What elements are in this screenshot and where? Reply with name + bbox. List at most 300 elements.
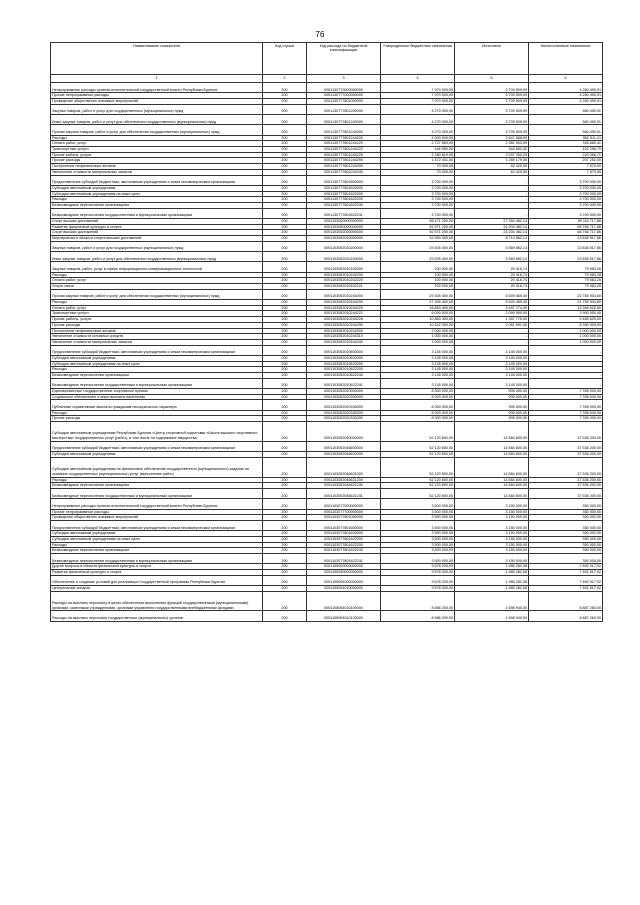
row-executed: 14 584 600,00 (455, 483, 529, 489)
row-expense-code: 0001130777801622200 (307, 197, 381, 203)
row-expense-code: 0001103052010200000 (307, 241, 381, 251)
row-remaining: 23 835 517,86 (529, 241, 603, 251)
row-remaining: 102 296,70 (529, 147, 603, 153)
row-remaining: 7 395 000,00 (529, 410, 603, 416)
row-executed: 905 000,00 (455, 400, 529, 410)
row-line-code: 200 (263, 452, 307, 458)
row-name: Безвозмездные перечисления государственным и муниципальным организациям (51, 208, 263, 218)
row-approved: 446 950,00 (381, 147, 455, 153)
row-line-code: 200 (263, 542, 307, 548)
table-row (51, 611, 603, 621)
row-remaining: 4 260 490,91 (529, 93, 603, 99)
row-remaining: - (529, 355, 603, 361)
row-executed: 2 381 903,59 (455, 141, 529, 147)
row-name: Прочие работы, услуги (51, 152, 263, 158)
row-approved: 52 120 800,00 (381, 457, 455, 477)
row-expense-code: 0001103052010242000 (307, 262, 381, 272)
row-remaining: 7 692 917,92 (529, 570, 603, 576)
row-remaining: 560 490,91 (529, 104, 603, 114)
row-line-code: 200 (263, 230, 307, 236)
row-executed: 3 145 000,00 (455, 367, 529, 373)
table-row (51, 515, 603, 521)
row-approved: 8 586 200,00 (381, 611, 455, 621)
row-line-code: 200 (263, 488, 307, 498)
row-line-code: 200 (263, 328, 307, 334)
row-line-code: 200 (263, 570, 307, 576)
row-expense-code: 0001130777801240000 (307, 115, 381, 125)
row-name: Непрограммные расходы органов исполнительной государственной власти Республики Бурятия (51, 83, 263, 93)
row-approved: 7 970 000,00 (381, 83, 455, 93)
row-approved: 8 586 200,00 (381, 591, 455, 611)
row-line-code: 200 (263, 389, 307, 395)
row-remaining: 350 000,00 (529, 520, 603, 530)
row-name: Расходы (51, 135, 263, 141)
row-approved: 52 120 800,00 (381, 488, 455, 498)
row-name: Прочие непрограммные расходы (51, 93, 263, 99)
row-executed: 3 145 000,00 (455, 355, 529, 361)
row-line-code: 200 (263, 289, 307, 299)
row-approved: 4 270 000,00 (381, 125, 455, 135)
row-remaining: 2 000 000,00 (529, 328, 603, 334)
row-approved: 27 305 400,00 (381, 300, 455, 306)
row-remaining: 350 000,00 (529, 536, 603, 542)
row-executed: 344 653,30 (455, 147, 529, 153)
row-remaining: 3 700 000,00 (529, 185, 603, 191)
table-row (51, 289, 603, 299)
row-name: Иные закупки товаров, работ и услуг для обеспечения государственных (муниципальных) нужд (51, 252, 263, 262)
table-row (51, 457, 603, 477)
row-line-code: 200 (263, 520, 307, 530)
row-expense-code: 0001130777801244290 (307, 158, 381, 164)
row-name: Развитие физической культуры и спорта (51, 224, 263, 230)
row-executed: 5 569 882,14 (455, 252, 529, 262)
row-executed: 14 584 600,00 (455, 452, 529, 458)
row-expense-code: 0001103052010244220 (307, 305, 381, 311)
row-executed: - (455, 191, 529, 197)
row-executed: - (455, 175, 529, 185)
row-executed: 5 549 465,40 (455, 300, 529, 306)
row-executed: - (455, 334, 529, 340)
row-expense-code: 0001103052020330200 (307, 410, 381, 416)
row-expense-code: 0001105054010000000 (307, 586, 381, 592)
row-approved: 3 500 000,00 (381, 536, 455, 542)
row-executed: 24 204 482,14 (455, 230, 529, 236)
row-name: Расходы на выплаты персоналу в целях обеспечения выполнения функций государственными (муниципальными) органами, казенными учреждениями, органами управления государственными внебюджетными фондами (51, 591, 263, 611)
row-name: Закупка товаров, работ и услуг для государственных (муниципальных) нужд (51, 104, 263, 114)
row-expense-code: 0001103052010240000 (307, 252, 381, 262)
row-line-code: 200 (263, 400, 307, 410)
row-remaining: 8 390 309,00 (529, 322, 603, 328)
row-line-code: 200 (263, 272, 307, 278)
row-remaining: 4 260 490,91 (529, 83, 603, 93)
row-approved: 3 700 000,00 (381, 208, 455, 218)
row-executed: - (455, 208, 529, 218)
row-executed: 3 150 000,00 (455, 542, 529, 548)
row-name: Субсидии автономным учреждениям (51, 531, 263, 537)
table-row (51, 115, 603, 125)
table-row (51, 175, 603, 185)
row-remaining: 68 766 717,86 (529, 230, 603, 236)
row-executed: 14 584 600,00 (455, 488, 529, 498)
row-name: Расходы на выплаты персоналу государственных (муниципальных) органов (51, 611, 263, 621)
row-approved: 3 500 000,00 (381, 499, 455, 509)
row-remaining: 23 835 517,86 (529, 252, 603, 262)
row-expense-code: 0001130777000000000 (307, 93, 381, 99)
row-expense-code: 0001103077801600000 (307, 520, 381, 530)
table-row (51, 422, 603, 442)
row-line-code: 200 (263, 158, 307, 164)
row-name: Увеличение стоимости основных средств (51, 334, 263, 340)
row-expense-code: 0001130777801000000 (307, 99, 381, 105)
row-approved: 9 678 200,00 (381, 570, 455, 576)
row-executed: 3 709 509,09 (455, 115, 529, 125)
row-expense-code: 0001103077801622000 (307, 536, 381, 542)
row-approved: 52 120 800,00 (381, 452, 455, 458)
row-executed: 1 698 940,00 (455, 611, 529, 621)
row-expense-code: 0001130777801622240 (307, 202, 381, 208)
row-name: Субсидии автономным учреждениям (51, 355, 263, 361)
row-line-code: 200 (263, 322, 307, 328)
row-approved: 29 305 400,00 (381, 289, 455, 299)
column-number: 4 (381, 75, 455, 83)
row-line-code: 200 (263, 164, 307, 170)
row-executed: 3 145 000,00 (455, 373, 529, 379)
row-name: Субсидии автономным учреждениям на иные цели (51, 536, 263, 542)
row-executed: 3 150 000,00 (455, 554, 529, 564)
row-expense-code: 0001130777801200000 (307, 104, 381, 114)
row-expense-code: 0001103052046621000 (307, 457, 381, 477)
row-remaining: 37 536 200,00 (529, 422, 603, 442)
row-expense-code: 0001103052046621241 (307, 488, 381, 498)
row-name: Прочие непрограммные расходы (51, 509, 263, 515)
row-remaining: 79 583,26 (529, 284, 603, 290)
page-number: 76 (315, 30, 325, 39)
row-executed: 3 709 509,09 (455, 125, 529, 135)
row-expense-code: 0001130777801244200 (307, 135, 381, 141)
row-line-code: 200 (263, 305, 307, 311)
row-expense-code: 0001103052046621240 (307, 483, 381, 489)
row-remaining: 3 900 050,00 (529, 311, 603, 317)
row-line-code: 200 (263, 284, 307, 290)
row-approved: 100 000,00 (381, 262, 455, 272)
row-approved: 3 145 000,00 (381, 355, 455, 361)
row-executed: 3 150 000,00 (455, 515, 529, 521)
row-executed: 62 420,50 (455, 169, 529, 175)
row-line-code: 200 (263, 531, 307, 537)
column-number: 6 (529, 75, 603, 83)
row-approved: 96 471 200,00 (381, 218, 455, 224)
row-remaining: 3 700 000,00 (529, 175, 603, 185)
row-executed: 14 584 600,00 (455, 422, 529, 442)
row-expense-code: 0001130777801244222 (307, 147, 381, 153)
row-remaining: 13 365 625,60 (529, 305, 603, 311)
row-executed: 27 354 482,14 (455, 218, 529, 224)
row-line-code: 200 (263, 441, 307, 451)
row-remaining: 7 692 917,92 (529, 575, 603, 585)
row-line-code: 200 (263, 509, 307, 515)
row-approved: 92 971 200,00 (381, 224, 455, 230)
column-number: 3 (307, 75, 381, 83)
row-executed: 14 584 600,00 (455, 477, 529, 483)
row-remaining: 1 000 000,00 (529, 334, 603, 340)
budget-execution-table (50, 42, 603, 622)
row-remaining: 350 000,00 (529, 548, 603, 554)
row-expense-code: 0001103052020000000 (307, 389, 381, 395)
row-remaining: 9 465 625,00 (529, 317, 603, 323)
row-remaining: 37 536 200,00 (529, 457, 603, 477)
row-executed: 3 150 000,00 (455, 520, 529, 530)
row-remaining: 7 395 000,00 (529, 416, 603, 422)
row-approved: 4 270 000,00 (381, 115, 455, 125)
table-row (51, 378, 603, 388)
table-row (51, 554, 603, 564)
row-name: Публичные нормативные выплаты гражданам несоциального характера (51, 400, 263, 410)
row-approved: 3 500 000,00 (381, 531, 455, 537)
row-expense-code: 0001103052010244290 (307, 322, 381, 328)
row-remaining: 7 395 000,00 (529, 389, 603, 395)
row-expense-code: 0001103052040000000 (307, 422, 381, 442)
row-line-code: 200 (263, 104, 307, 114)
row-executed: 62 420,50 (455, 164, 529, 170)
row-remaining: - (529, 373, 603, 379)
row-approved: 52 120 800,00 (381, 422, 455, 442)
row-expense-code: 0001103052010244300 (307, 328, 381, 334)
row-line-code: 200 (263, 378, 307, 388)
table-row (51, 400, 603, 410)
row-executed: 905 000,00 (455, 416, 529, 422)
row-remaining: 7 395 000,00 (529, 400, 603, 410)
row-executed: 2 051 691,00 (455, 322, 529, 328)
row-line-code: 200 (263, 141, 307, 147)
row-approved: 3 500 000,00 (381, 515, 455, 521)
row-name: Транспортные услуги (51, 147, 263, 153)
row-name: Расходы (51, 300, 263, 306)
row-line-code: 200 (263, 300, 307, 306)
row-remaining: 79 583,26 (529, 272, 603, 278)
row-expense-code: 0001130777801620000 (307, 185, 381, 191)
row-approved: 7 970 000,00 (381, 93, 455, 99)
row-name: Субсидии автономным учреждениям на иные цели (51, 191, 263, 197)
row-remaining: 560 490,91 (529, 125, 603, 135)
table-row (51, 520, 603, 530)
row-approved: 52 120 800,00 (381, 483, 455, 489)
row-line-code: 200 (263, 147, 307, 153)
row-name: Услуги связи (51, 284, 263, 290)
table-row (51, 125, 603, 135)
row-remaining: 7 579,50 (529, 169, 603, 175)
row-expense-code: 0001103052010242221 (307, 284, 381, 290)
row-remaining: 3 700 000,00 (529, 208, 603, 218)
row-expense-code: 0001103052000000000 (307, 230, 381, 236)
row-line-code: 200 (263, 416, 307, 422)
row-name: Расходы (51, 410, 263, 416)
row-expense-code: 0001103052010244310 (307, 334, 381, 340)
row-executed: 20 416,74 (455, 262, 529, 272)
row-executed: 14 584 600,00 (455, 457, 529, 477)
row-line-code: 200 (263, 422, 307, 442)
row-name: Единовременные государственные спортивные премии (51, 389, 263, 395)
row-executed: - (455, 328, 529, 334)
row-remaining: 1 000 000,00 (529, 339, 603, 345)
row-executed: 3 497 774,40 (455, 305, 529, 311)
row-remaining: 4 260 490,91 (529, 99, 603, 105)
row-name: Социальное обеспечение и иные выплаты населению (51, 394, 263, 400)
table-row (51, 345, 603, 355)
row-executed: - (455, 202, 529, 208)
row-executed: 3 709 509,09 (455, 104, 529, 114)
row-remaining: 3 700 000,00 (529, 197, 603, 203)
row-name: Прочие расходы (51, 416, 263, 422)
row-expense-code: 0001130777801600000 (307, 175, 381, 185)
row-line-code: 200 (263, 457, 307, 477)
row-name: Предоставление субсидий бюджетным, автономным учреждениям и иным некоммерческим организациям (51, 441, 263, 451)
row-line-code: 200 (263, 591, 307, 611)
row-executed: 2 099 950,00 (455, 311, 529, 317)
row-executed: 3 145 000,00 (455, 345, 529, 355)
row-approved: 8 300 000,00 (381, 389, 455, 395)
row-executed: 3 709 509,09 (455, 93, 529, 99)
row-remaining: 21 755 934,60 (529, 300, 603, 306)
row-line-code: 200 (263, 99, 307, 105)
row-remaining: 552 911,41 (529, 135, 603, 141)
row-expense-code: 0001130777801244226 (307, 152, 381, 158)
row-name: Оплата работ, услуг (51, 305, 263, 311)
row-line-code: 200 (263, 611, 307, 621)
row-line-code: 200 (263, 241, 307, 251)
row-line-code: 200 (263, 339, 307, 345)
row-remaining: 3 700 000,00 (529, 191, 603, 197)
header-indicator-name: Наименование показателя (51, 43, 263, 75)
row-executed: 1 985 282,08 (455, 564, 529, 570)
row-name: Спорт высших достижений (51, 218, 263, 224)
table-row (51, 591, 603, 611)
row-expense-code: 0001103052046620000 (307, 452, 381, 458)
table-row (51, 441, 603, 451)
table-row (51, 83, 603, 93)
row-remaining: 37 536 200,00 (529, 477, 603, 483)
row-line-code: 200 (263, 361, 307, 367)
row-approved: 4 200 000,00 (381, 135, 455, 141)
table-row (51, 389, 603, 395)
row-name: Прочие расходы (51, 158, 263, 164)
row-name: Транспортные услуги (51, 311, 263, 317)
column-numbers-row (51, 75, 603, 83)
row-approved: 2 000 000,00 (381, 328, 455, 334)
row-name: Увеличение стоимости материальных запасов (51, 339, 263, 345)
row-name: Расходы (51, 272, 263, 278)
row-expense-code: 0001103052010000000 (307, 236, 381, 242)
header-approved: Утвержденные бюджетные назначения (381, 43, 455, 75)
row-executed: 1 397 775,00 (455, 317, 529, 323)
row-line-code: 200 (263, 262, 307, 272)
row-name: Прочие расходы (51, 322, 263, 328)
row-approved: 9 678 200,00 (381, 575, 455, 585)
row-remaining: 23 755 934,60 (529, 289, 603, 299)
row-name: Субсидии автономным учреждениям Республики Бурятия «Центр спортивной подготовки «Школа высшего спортивного мастерства» государственных услуг (работ), в том числе на содержание имущества (51, 422, 263, 442)
row-name: Расходы (51, 197, 263, 203)
row-remaining: 345 665,41 (529, 141, 603, 147)
row-remaining: 6 887 260,00 (529, 611, 603, 621)
table-row (51, 252, 603, 262)
row-expense-code: 0001103052010622240 (307, 373, 381, 379)
row-remaining: 7 579,50 (529, 164, 603, 170)
row-remaining: 7 692 917,92 (529, 586, 603, 592)
row-remaining: - (529, 361, 603, 367)
row-expense-code: 0001103052010622241 (307, 378, 381, 388)
row-line-code: 200 (263, 367, 307, 373)
row-name: Безвозмездные перечисления организациям (51, 202, 263, 208)
row-name: Центральный аппарат (51, 586, 263, 592)
row-approved: 100 000,00 (381, 278, 455, 284)
row-line-code: 200 (263, 252, 307, 262)
row-remaining: 37 536 200,00 (529, 452, 603, 458)
row-line-code: 200 (263, 236, 307, 242)
row-line-code: 200 (263, 355, 307, 361)
row-expense-code: 0001103077700000000 (307, 509, 381, 515)
row-name: Иные закупки товаров, работ и услуг для обеспечения государственных (муниципальных) нужд (51, 115, 263, 125)
row-remaining: 6 887 260,00 (529, 591, 603, 611)
header-remaining: Неисполненные назначения (529, 43, 603, 75)
row-expense-code: 0001103077801620000 (307, 531, 381, 537)
row-expense-code: 0001103052010244200 (307, 300, 381, 306)
row-approved: 29 405 400,00 (381, 241, 455, 251)
row-executed: - (455, 185, 529, 191)
row-executed: 3 150 000,00 (455, 531, 529, 537)
table-row (51, 361, 603, 367)
row-expense-code: 0001130777801244000 (307, 125, 381, 135)
column-number: 1 (51, 75, 263, 83)
row-executed: 3 145 000,00 (455, 361, 529, 367)
row-expense-code: 0001103052010622000 (307, 361, 381, 367)
column-number: 5 (455, 75, 529, 83)
row-approved: 8 300 000,00 (381, 400, 455, 410)
row-executed: 20 416,74 (455, 278, 529, 284)
row-remaining: 23 835 517,86 (529, 236, 603, 242)
row-approved: 3 700 000,00 (381, 185, 455, 191)
row-expense-code: 0001103077801000000 (307, 515, 381, 521)
row-line-code: 200 (263, 152, 307, 158)
row-expense-code: 0001130777801622000 (307, 191, 381, 197)
row-line-code: 200 (263, 586, 307, 592)
row-remaining: 7 692 917,92 (529, 564, 603, 570)
row-name: Субсидии автономным учреждениям (51, 452, 263, 458)
row-name: Оплата работ, услуг (51, 141, 263, 147)
row-executed: 3 709 509,09 (455, 99, 529, 105)
row-executed: 5 549 465,40 (455, 289, 529, 299)
row-executed: 1 985 282,08 (455, 575, 529, 585)
row-executed: 20 416,74 (455, 284, 529, 290)
row-expense-code: 0001130777801244340 (307, 169, 381, 175)
row-remaining: 350 000,00 (529, 509, 603, 515)
row-approved: 10 442 000,00 (381, 322, 455, 328)
row-name: Закупка товаров, работ, услуг в сфере информационно-коммуникационных технологий (51, 262, 263, 272)
row-expense-code: 0001105054010100000 (307, 591, 381, 611)
row-line-code: 200 (263, 536, 307, 542)
row-executed: 905 000,00 (455, 389, 529, 395)
row-remaining: 3 700 000,00 (529, 202, 603, 208)
row-executed: 905 000,00 (455, 394, 529, 400)
row-executed: 3 150 000,00 (455, 509, 529, 515)
row-expense-code: 0001103052010244340 (307, 339, 381, 345)
row-approved: 9 678 200,00 (381, 564, 455, 570)
row-remaining: - (529, 378, 603, 388)
row-name: Оплата работ, услуг (51, 278, 263, 284)
row-remaining: - (529, 367, 603, 373)
row-approved: 3 500 000,00 (381, 520, 455, 530)
row-remaining: 37 536 200,00 (529, 483, 603, 489)
row-executed: 24 204 482,14 (455, 224, 529, 230)
row-approved: 3 500 000,00 (381, 542, 455, 548)
